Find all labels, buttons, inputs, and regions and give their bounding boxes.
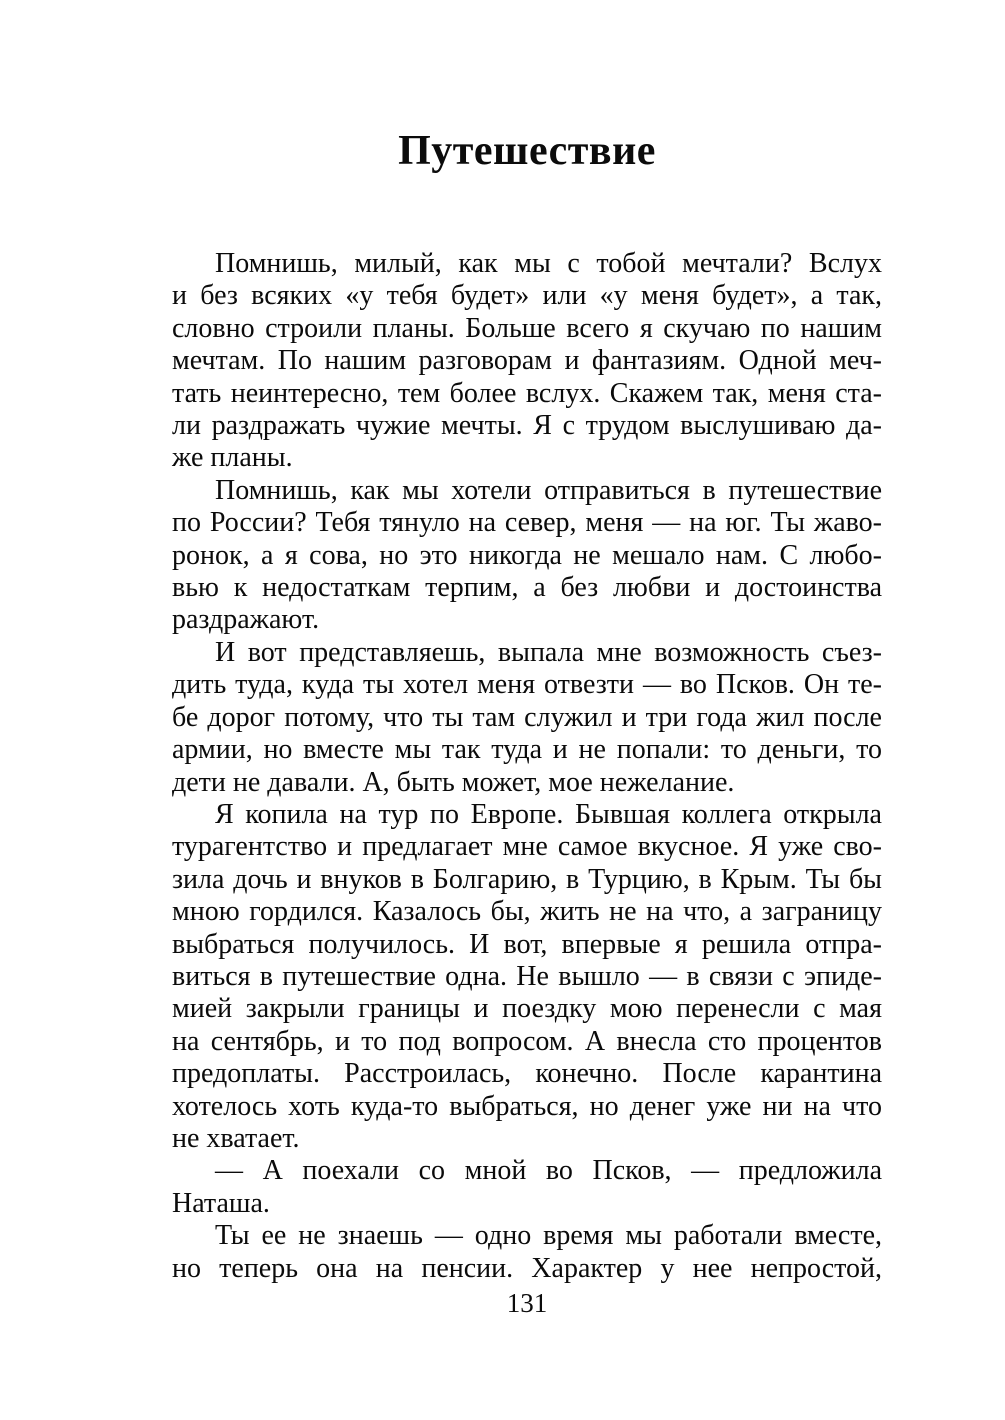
paragraph (172, 1220, 882, 1285)
paragraph (172, 799, 882, 1155)
text-line: Помнишь, как мы хотели отправиться в путешествие (215, 474, 882, 506)
paragraph (172, 475, 882, 637)
text-line: турагентство и предлагает мне самое вкусное. Я уже сво- (172, 831, 882, 863)
body-text (172, 248, 882, 1285)
text-line: хотелось хоть куда-то выбраться, но денег уже ни на что (172, 1090, 882, 1122)
paragraph (172, 637, 882, 799)
text-line: Помнишь, милый, как мы с тобой мечтали? Вслух (215, 248, 882, 279)
text-line: и без всяких «у тебя будет» или «у меня будет», а так, (172, 280, 882, 312)
text-line: по России? Тебя тянуло на север, меня — на юг. Ты жаво- (172, 507, 882, 539)
paragraph (172, 248, 882, 475)
text-line: Ты ее не знаешь — одно время мы работали вместе, (215, 1220, 882, 1252)
text-line: словно строили планы. Больше всего я скучаю по нашим (172, 312, 882, 344)
text-line: мией закрыли границы и поездку мою перенесли с мая (172, 993, 882, 1025)
text-line: не хватает. (172, 1122, 300, 1154)
text-line: на сентябрь, и то под вопросом. А внесла сто процентов (172, 1025, 882, 1057)
page-number: 131 (506, 1288, 548, 1318)
text-line: мною гордился. Казалось бы, жить не на что, а заграницу (172, 896, 882, 928)
paragraph (172, 1155, 882, 1220)
text-line: дети не давали. А, быть может, мое нежелание. (172, 766, 735, 798)
text-line: вью к недостаткам терпим, а без любви и достоинства (172, 572, 882, 604)
text-line: выбраться получилось. И вот, впервые я решила отпра- (172, 928, 882, 960)
text-line: но теперь она на пенсии. Характер у нее непростой, (172, 1252, 882, 1284)
text-line: ли раздражать чужие мечты. Я с трудом выслушиваю да- (172, 410, 882, 442)
text-line: бе дорог потому, что ты там служил и три года жил после (172, 701, 882, 733)
text-line: зила дочь и внуков в Болгарию, в Турцию, в Крым. Ты бы (172, 863, 882, 895)
text-line: ронок, а я сова, но это никогда не мешало нам. С любо- (172, 539, 882, 571)
text-line: виться в путешествие одна. Не вышло — в связи с эпиде- (172, 960, 882, 992)
text-line: раздражают. (172, 604, 320, 636)
text-line: дить туда, куда ты хотел меня отвезти — во Псков. Он те- (172, 669, 882, 701)
text-line: же планы. (172, 442, 293, 474)
text-line: — А поехали со мной во Псков, — предложила Наташа. (172, 1155, 882, 1219)
text-line: предоплаты. Расстроилась, конечно. После карантина (172, 1058, 882, 1090)
text-line: мечтам. По нашим разговорам и фантазиям. Одной меч- (172, 345, 882, 377)
text-line: Я копила на тур по Европе. Бывшая коллега открыла (215, 798, 882, 830)
text-line: И вот представляешь, выпала мне возможность съез- (215, 636, 882, 668)
text-line: тать неинтересно, тем более вслух. Скажем так, меня ста- (172, 377, 882, 409)
page-title: Путешествие (398, 128, 656, 174)
text-line: армии, но вместе мы так туда и не попали: то деньги, то (172, 734, 882, 766)
